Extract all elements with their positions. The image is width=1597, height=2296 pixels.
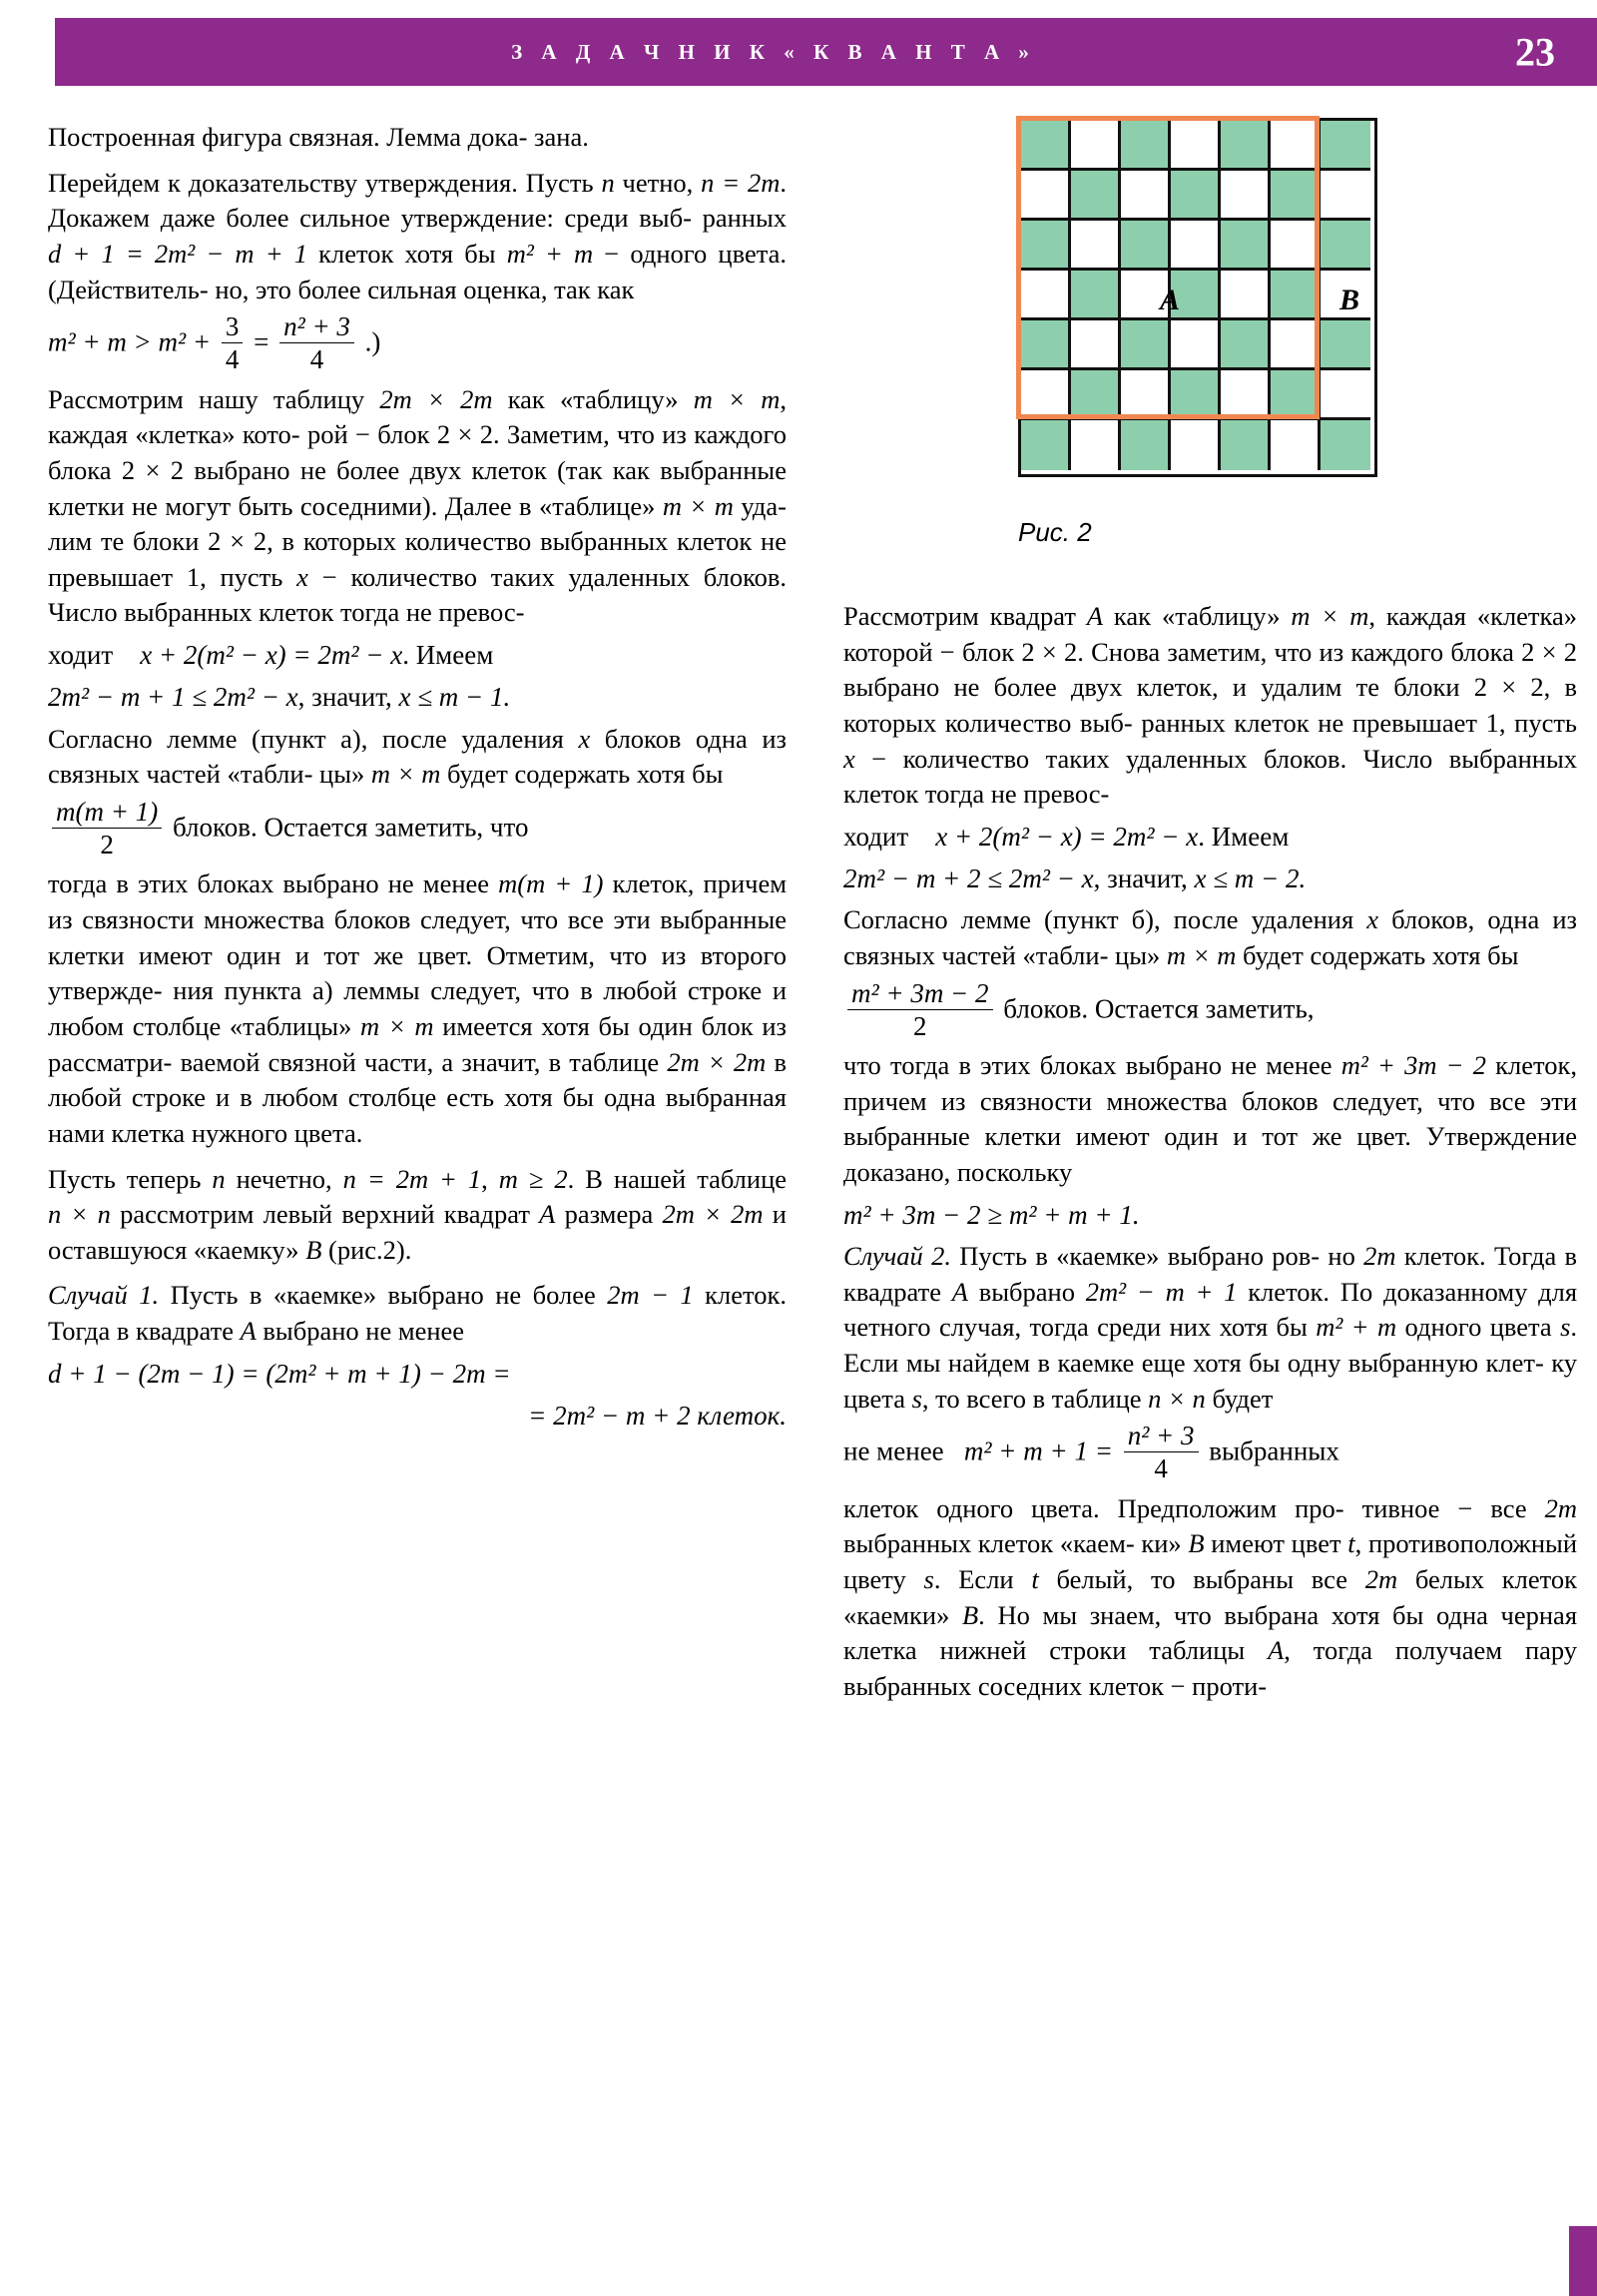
text-line: ранных	[702, 203, 788, 234]
text-line: лим те блоки	[48, 526, 209, 557]
math-var-A: A	[539, 1199, 556, 1230]
figure-caption: Рис. 2	[1018, 517, 1092, 547]
text-line: Пусть в «каемке» выбрано не	[159, 1280, 522, 1311]
paragraph-lemma-point-a	[48, 722, 787, 793]
board-cell	[1121, 171, 1171, 221]
text-line: блоки	[1393, 672, 1474, 703]
board-cell	[1121, 121, 1171, 171]
math-tail: x ≤ m − 2.	[1194, 863, 1307, 894]
text-line: каемке еще хотя бы одну выбранную клет-	[1057, 1347, 1544, 1378]
math-inline: d + 1 = 2m² − m + 1	[48, 238, 307, 269]
board-cell	[1071, 271, 1121, 320]
text-line: как	[492, 383, 545, 414]
text-line: выбрано	[967, 1276, 1075, 1307]
math-inline: 2 × 2	[121, 454, 184, 485]
math-var-s: s	[1560, 1312, 1571, 1343]
text-line: но, это более сильная оценка, так как	[215, 274, 635, 304]
math-var-B: B	[961, 1599, 979, 1630]
paragraph-square-a-as-table	[843, 599, 1577, 813]
fraction-n2-plus-3-over-4	[1124, 1422, 1199, 1483]
board-cell	[1271, 171, 1321, 221]
text-line: как «таблицу»	[1103, 601, 1292, 631]
text-line: блоков, одна из связных частей «табли-	[843, 904, 1577, 971]
text-line: соседними). Далее в «таблице»	[299, 490, 663, 521]
text-line: выбрано не более двух клеток	[183, 454, 547, 485]
math-inline: 2 × 2	[1021, 636, 1078, 667]
equation-r-cell-count-bound	[843, 819, 1577, 855]
math-inline: 2 × 2	[436, 419, 493, 450]
math-inline: m² + 3m − 2	[1340, 1050, 1486, 1081]
text-line: более сильное утверждение: среди выб-	[226, 203, 692, 234]
text-line: .	[567, 1163, 575, 1194]
board-cell	[1321, 320, 1370, 370]
left-column	[48, 120, 787, 1439]
math-var-t: t	[1347, 1528, 1355, 1559]
math-var-B: B	[1188, 1528, 1205, 1559]
math-inline: m × m	[1291, 601, 1369, 631]
board-cell	[1221, 121, 1271, 171]
text-line: белых клеток «каемки»	[843, 1563, 1577, 1630]
board-cell	[1221, 370, 1271, 420]
board-cell	[1121, 420, 1171, 470]
math-var-A: A	[1086, 601, 1104, 631]
board-cell	[1021, 271, 1071, 320]
equation-case1-line2	[48, 1398, 787, 1434]
paragraph-table-as-blocks	[48, 382, 787, 631]
text-line: Число выбранных клеток тогда не превос-	[48, 597, 525, 628]
text-line: выбранных клеток не превышает 1, пусть	[48, 526, 787, 592]
board-cell	[1321, 121, 1370, 171]
math-body: 2m² − m + 1 ≤ 2m² − x	[48, 682, 298, 713]
page-header-band	[55, 18, 1597, 86]
text-line: − количество таких удаленных блоков.	[854, 743, 1347, 774]
text-line: выбрано не менее	[263, 1316, 465, 1347]
fraction-numerator: n² + 3	[1127, 1421, 1195, 1451]
equation-blocks-count	[48, 796, 787, 861]
text-line: цы»	[1115, 940, 1167, 971]
page-header-title: З А Д А Ч Н И К « К В А Н Т А »	[511, 39, 1036, 64]
paragraph-odd-case-setup	[48, 1162, 787, 1269]
math-var-A: A	[240, 1316, 257, 1347]
board-cell	[1321, 171, 1370, 221]
text-line: рассмотрим левый	[110, 1199, 333, 1230]
text-line: множества блоков следует, что все эти	[204, 904, 651, 935]
board-cell	[1121, 370, 1171, 420]
paragraph-lemma-point-b	[843, 902, 1577, 973]
text-line: выбранные клетки имеют один и тот же	[48, 904, 788, 970]
paragraph-transition-to-proof	[48, 166, 787, 308]
text-line: Снова заметим, что из каждого блока	[1091, 636, 1522, 667]
text-line: четно,	[614, 167, 702, 198]
math-mid: , значит,	[1093, 863, 1195, 894]
math-inline: 2m × 2m	[662, 1199, 764, 1230]
figure-chessboard	[1018, 118, 1377, 477]
text-line: выбранные клетки имеют один и тот же	[843, 1121, 1342, 1152]
text-line: что выбрана хотя бы одна черная клетка	[843, 1599, 1578, 1666]
paragraph-same-color-conclusion	[48, 866, 787, 1151]
text-line: Построенная фигура связная. Лемма дока-	[48, 122, 528, 152]
math-tail: блоков. Остается заметить,	[1003, 993, 1315, 1024]
text-line: уда-	[733, 490, 787, 521]
board-cell	[1071, 320, 1121, 370]
board-cell	[1171, 221, 1221, 271]
board-cell	[1071, 171, 1121, 221]
math-body: d + 1 − (2m − 1) = (2m² + m + 1) − 2m =	[48, 1358, 511, 1389]
math-body: x + 2(m² − x) = 2m² − x	[935, 821, 1199, 852]
board-cell	[1021, 320, 1071, 370]
math-var-n: n	[601, 167, 615, 198]
math-inline: n × n	[48, 1199, 111, 1230]
page-number: 23	[1515, 29, 1555, 75]
math-equals: =	[254, 326, 269, 357]
equation-final-inequality	[843, 1197, 1577, 1233]
chessboard-grid	[1018, 118, 1377, 477]
math-inline: m ≥ 2	[498, 1163, 568, 1194]
equation-bound-comparison	[48, 313, 787, 375]
text-line: ния пункта а) леммы следует, что в любой	[173, 975, 678, 1006]
math-inline: m² + m	[1316, 1312, 1397, 1343]
math-inline: 2m² − m + 1	[1085, 1276, 1238, 1307]
paragraph-case-2	[843, 1239, 1577, 1417]
math-tail: выбранных	[1209, 1435, 1339, 1466]
math-inline: n = 2m	[701, 167, 781, 198]
math-inline: n × n	[1148, 1383, 1206, 1414]
board-cell	[1321, 420, 1370, 470]
math-inline: 2 × 2	[1521, 636, 1577, 667]
text-line: Рассмотрим квадрат	[843, 601, 1087, 631]
text-line: есть хотя бы одна выбранная нами клетка	[48, 1082, 787, 1148]
math-body: m² + 3m − 2 ≥ m² + m + 1.	[843, 1199, 1140, 1230]
math-tail: . Имеем	[1198, 821, 1290, 852]
math-var-n: n	[212, 1163, 226, 1194]
text-line: , в которых количество	[266, 526, 532, 557]
text-line: строке и любом столбце «таблицы»	[48, 975, 788, 1041]
board-cell	[1221, 171, 1271, 221]
math-var-s: s	[923, 1563, 934, 1594]
math-inline: 2m × 2m	[379, 383, 493, 414]
math-inline: m × m	[1166, 940, 1237, 971]
math-var-x: x	[1366, 904, 1379, 935]
math-body: x + 2(m² − x) = 2m² − x	[140, 640, 403, 671]
text-line: имеется хотя бы один блок из рассматри-	[48, 1010, 787, 1077]
text-line: (так как выбранные клетки не могут быть	[48, 454, 787, 521]
fraction-denominator: 4	[279, 342, 354, 374]
text-line: будет	[1205, 1383, 1274, 1414]
text-line: Пусть	[525, 167, 602, 198]
board-cell	[1071, 420, 1121, 470]
board-cell	[1021, 221, 1071, 271]
math-var-s: s	[911, 1383, 922, 1414]
math-lhs: m² + m > m² +	[48, 326, 212, 357]
board-cell	[1171, 370, 1221, 420]
text-line: выбрано не более двух клеток, и удалим те	[843, 672, 1379, 703]
text-line: тогда в этих блоках выбрано не менее	[48, 868, 490, 899]
text-line: ранных клеток не превышает 1, пусть	[1141, 707, 1577, 738]
equation-r-blocks-count	[843, 977, 1577, 1042]
fraction-denominator: 2	[52, 828, 162, 860]
math-inline: m × m	[370, 759, 441, 790]
text-line: клеток. Тогда в квадрате	[843, 1241, 1578, 1307]
math-inline: 2m	[1363, 1241, 1396, 1272]
math-inline: m(m + 1)	[498, 868, 604, 899]
board-cell	[1221, 271, 1271, 320]
text-line: размера	[555, 1199, 663, 1230]
text-line: клеток, причем из связности	[48, 868, 787, 935]
board-cell	[1271, 320, 1321, 370]
text-line: верхний квадрат	[341, 1199, 540, 1230]
fraction-numerator: m² + 3m − 2	[851, 977, 989, 1008]
board-cell	[1121, 320, 1171, 370]
text-line: зана.	[534, 122, 589, 152]
math-inline: 2m	[1544, 1492, 1578, 1523]
text-line: будет содержать хотя бы	[440, 759, 724, 790]
text-line: − количество таких удаленных блоков.	[307, 561, 787, 592]
text-line: Число выбранных клеток тогда не превос-	[843, 743, 1578, 810]
text-line: ки»	[1141, 1528, 1189, 1559]
board-cell	[1321, 221, 1370, 271]
text-line: выбранных клеток «каем-	[843, 1528, 1135, 1559]
board-cell	[1321, 370, 1370, 420]
text-line: (рис.2).	[321, 1234, 412, 1265]
board-cell	[1121, 221, 1171, 271]
fraction-denominator: 4	[1124, 1451, 1199, 1483]
math-var-x: x	[843, 743, 855, 774]
fraction-numerator: n² + 3	[283, 311, 350, 342]
text-line: , в которых количество выб-	[843, 672, 1578, 738]
text-line: Пусть теперь	[48, 1163, 213, 1194]
text-line: будет содержать хотя бы	[1236, 940, 1519, 971]
fraction-m2-plus-3m-minus-2-over-2	[847, 979, 993, 1041]
math-inline: m² + m	[506, 238, 594, 269]
text-line: белый, то выбраны все	[1038, 1563, 1365, 1594]
text-line: множества блоков следует, что все эти	[1106, 1085, 1578, 1116]
text-line: пару выбранных соседних клеток − проти-	[843, 1635, 1578, 1701]
paragraph-case-1	[48, 1278, 787, 1349]
text-line: и	[763, 1199, 787, 1230]
equation-r-inequality-x-le-m-2	[843, 861, 1577, 896]
math-tail: блоков. Остается заметить, что	[172, 812, 529, 843]
fraction-three-fourths	[222, 312, 244, 374]
text-line: но	[1328, 1241, 1364, 1272]
text-line: клеток. По доказанному для	[1237, 1276, 1578, 1307]
text-line: В нашей таблице	[585, 1163, 788, 1194]
text-line: цвету	[843, 1563, 924, 1594]
text-line: ваемой связной части, а значит, в таблице	[180, 1046, 660, 1077]
text-line: ,	[1368, 601, 1375, 631]
text-line: в любой строке и в любом столбце	[48, 1046, 788, 1113]
text-line: четного случая, тогда среди них хотя бы	[843, 1312, 1308, 1343]
text-line: блоков одна из связных частей «табли-	[48, 723, 788, 790]
text-line: . Заметим, что из каждого	[493, 419, 787, 450]
board-cell	[1171, 121, 1221, 171]
text-line: клеток хотя	[307, 238, 454, 269]
text-line: что тогда в этих блоках выбрано не менее	[843, 1050, 1332, 1081]
math-tail: . Имеем	[402, 640, 494, 671]
text-line: ку цвета	[843, 1347, 1578, 1414]
text-line: тивное − все	[1361, 1492, 1545, 1523]
text-line: нижней строки таблицы	[939, 1635, 1269, 1666]
board-cell	[1221, 221, 1271, 271]
text-line: одного цвета	[1396, 1312, 1561, 1343]
equation-prefix: ходит	[843, 821, 909, 852]
math-var-A: A	[951, 1276, 968, 1307]
paragraph-lemma-proved	[48, 120, 787, 156]
board-cell	[1171, 420, 1221, 470]
board-cell	[1021, 420, 1071, 470]
text-line: Рассмотрим нашу таблицу	[48, 383, 380, 414]
text-line: более	[532, 1280, 608, 1311]
label-a: A	[1160, 284, 1181, 316]
text-line: клеток, причем из связности	[843, 1050, 1578, 1116]
fraction-numerator: m(m + 1)	[56, 796, 159, 827]
text-line: , то всего в таблице	[921, 1383, 1149, 1414]
math-inline: n = 2m + 1	[342, 1163, 482, 1194]
math-body: 2m² − m + 2 ≤ 2m² − x	[843, 863, 1094, 894]
math-inline: 2m − 1	[607, 1280, 694, 1311]
text-line: ,	[481, 1163, 499, 1194]
equation-prefix: ходит	[48, 640, 114, 671]
text-line: Согласно лемме (пункт а), после удаления	[48, 723, 564, 754]
math-var-x: x	[296, 561, 308, 592]
math-body: = 2m² − m + 2 клеток.	[528, 1401, 787, 1432]
math-var-A: A	[1268, 1635, 1285, 1666]
text-line: , тогда получаем	[1284, 1635, 1503, 1666]
board-cell	[1071, 370, 1121, 420]
math-inline: m × m	[693, 383, 781, 414]
math-mid: , значит,	[297, 682, 399, 713]
board-cell	[1221, 320, 1271, 370]
paragraph-contradiction	[843, 1491, 1577, 1705]
text-line: . Если	[933, 1563, 1032, 1594]
fraction-n2-plus-3-over-4	[279, 312, 354, 374]
text-line: нечетно,	[225, 1163, 343, 1194]
math-var-t: t	[1031, 1563, 1039, 1594]
math-var-B: B	[305, 1234, 322, 1265]
text-line: Перейдем к доказательству утверждения.	[48, 167, 518, 198]
text-line: оставшуюся «каемку»	[48, 1234, 306, 1265]
text-line: бы	[464, 238, 507, 269]
board-cell	[1171, 171, 1221, 221]
math-var-x: x	[578, 723, 591, 754]
board-cell	[1221, 420, 1271, 470]
fraction-numerator: 3	[225, 311, 240, 342]
text-line: Согласно лемме (пункт б), после удаления	[843, 904, 1354, 935]
text-line: . Если мы найдем в	[843, 1312, 1578, 1378]
board-cell	[1021, 370, 1071, 420]
board-cell	[1271, 271, 1321, 320]
case-label-1: Случай 1.	[48, 1280, 160, 1311]
text-line: Пусть в «каемке» выбрано ров-	[950, 1241, 1321, 1272]
text-line: клеток одного цвета. Предположим про-	[843, 1492, 1344, 1523]
board-cell	[1271, 370, 1321, 420]
text-line: рой − блок	[306, 419, 437, 450]
text-line: каждая «клетка» которой − блок	[843, 601, 1577, 667]
text-line: . Но мы знаем,	[978, 1599, 1162, 1630]
math-inline: m × m	[360, 1010, 434, 1041]
text-line: нужного цвета.	[191, 1117, 363, 1148]
board-cell	[1271, 121, 1321, 171]
board-cell	[1271, 420, 1321, 470]
math-inline: 2m	[1364, 1563, 1398, 1594]
board-cell	[1271, 221, 1321, 271]
equation-inequality-x-le-m-1	[48, 679, 787, 715]
equation-case1-line1	[48, 1356, 787, 1392]
case-label-2: Случай 2.	[843, 1241, 951, 1272]
text-line: цвет. Утверждение доказано, поскольку	[843, 1121, 1578, 1188]
equation-not-less-than	[843, 1423, 1577, 1484]
equation-cell-count-bound	[48, 637, 787, 673]
math-lhs: m² + m + 1 =	[963, 1435, 1113, 1466]
text-line: «таблицу»	[560, 383, 694, 414]
text-line: блока	[48, 454, 122, 485]
text-line: цы»	[319, 759, 371, 790]
equation-prefix: не менее	[843, 1435, 944, 1466]
math-inline: m × m	[662, 490, 734, 521]
paragraph-r-same-color-conclusion	[843, 1048, 1577, 1191]
math-tail: .)	[364, 326, 381, 357]
text-line: , каждая «клетка» кото-	[48, 383, 787, 450]
board-cell	[1071, 221, 1121, 271]
right-column	[843, 599, 1577, 1706]
page-corner-marker	[1569, 2226, 1597, 2296]
board-cell	[1021, 121, 1071, 171]
fraction-denominator: 4	[222, 342, 244, 374]
math-inline: 2 × 2	[1473, 672, 1544, 703]
fraction-denominator: 2	[847, 1009, 993, 1041]
text-line: . Докажем даже	[48, 167, 788, 234]
math-inline: 2m × 2m	[667, 1046, 767, 1077]
text-line: , противоположный	[1354, 1528, 1578, 1559]
math-inline: 2 × 2	[208, 526, 267, 557]
text-line: клеток. Тогда в квадрате	[48, 1280, 787, 1347]
board-cell	[1021, 171, 1071, 221]
fraction-m-m-plus-1-over-2	[52, 798, 162, 860]
text-line: − одного цвета. (Действитель-	[48, 238, 787, 304]
board-cell	[1071, 121, 1121, 171]
text-line: цвет. Отметим, что из второго утвержде-	[48, 939, 787, 1006]
math-tail: x ≤ m − 1.	[398, 682, 511, 713]
text-line: .	[1077, 636, 1084, 667]
text-line: имеют цвет	[1204, 1528, 1348, 1559]
label-b: B	[1339, 284, 1360, 316]
board-cell	[1171, 320, 1221, 370]
